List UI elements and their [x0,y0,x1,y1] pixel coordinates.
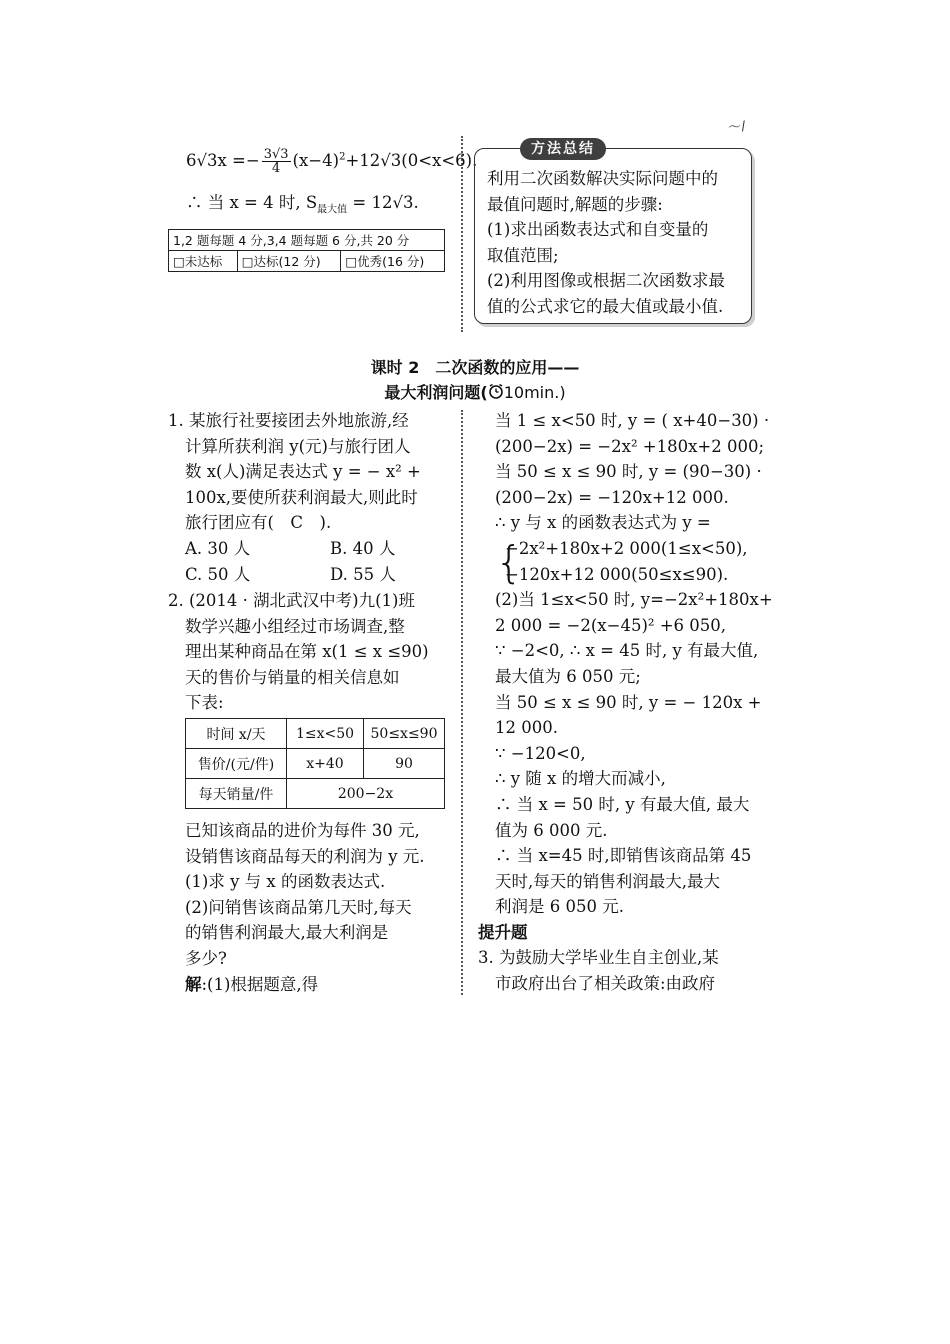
q2-line: 2. (2014 · 湖北武汉中考)九(1)班 [168,591,415,610]
table-cell: x+40 [287,749,364,779]
corner-decoration: ～∕ [727,118,747,137]
method-line: (1)求出函数表达式和自变量的 [487,220,709,240]
solution-line: ∵ −120<0, [495,743,586,763]
solution-label: 解 [185,974,202,994]
table-header-time: 时间 x/天 [186,719,287,749]
q3-line: 市政府出台了相关政策:由政府 [495,974,716,994]
q1-line: 100x,要使所获利润最大,则此时 [185,487,418,507]
solution-start: :(1)根据题意,得 [201,974,319,994]
q1-option-a[interactable]: A. 30 人 [185,538,251,558]
piecewise-brace: { [495,537,523,588]
solution-right-column [478,408,773,997]
method-line: 利用二次函数解决实际问题中的 [487,169,718,188]
q1-option-c[interactable]: C. 50 人 [185,564,251,584]
section-heading: 提升题 [478,922,528,942]
solution-line: 12 000. [495,718,558,738]
fraction-denominator: 4 [271,161,281,176]
q2-line: 理出某种商品在第 x(1 ≤ x ≤90) [185,642,429,662]
table-header-range-2: 50≤x≤90 [364,719,445,749]
solution-line: 2 000 = −2(x−45)² +6 050, [495,615,727,635]
q2-line: (1)求 y 与 x 的函数表达式. [185,872,386,892]
score-option-excellent[interactable]: □优秀(16 分) [341,251,445,272]
equation-rhs: (x−4) [292,151,340,170]
method-line: 值的公式求它的最大值或最小值. [487,296,724,316]
table-row-price-label: 售价/(元/件) [186,749,287,779]
score-option-pass[interactable]: □达标(12 分) [237,251,341,272]
question-2 [168,588,429,716]
method-line: 最值问题时,解题的步骤: [487,194,663,214]
solution-line: 最大值为 6 050 元; [495,666,641,686]
max-value-result: = 12√3. [347,193,419,212]
equation-lhs: 6√3x = [186,151,246,170]
equation-line: 6√3x =− $\frac{3√3}{4}$ $(x-4)^2+12√3(0<x<6)$. [186,147,478,176]
max-value-text: ∴ 当 x = 4 时, S [186,193,318,212]
solution-line: 天时,每天的销售利润最大,最大 [495,871,720,891]
solution-line: ∵ −2<0, ∴ x = 45 时, y 有最大值, [495,641,759,661]
q2-line: 的销售利润最大,最大利润是 [185,923,389,943]
lesson-title: 课时 2 二次函数的应用—— [370,358,580,377]
q2-line: 天的售价与销量的相关信息如 [185,667,400,687]
table-row-sales-label: 每天销量/件 [186,779,287,809]
q2-line: 数学兴趣小组经过市场调查,整 [185,616,405,636]
lesson-subtitle [0,382,950,405]
solution-line: 当 50 ≤ x ≤ 90 时, y = (90−30) · [495,462,762,482]
max-value-subscript: 最大值 [317,204,348,216]
method-summary-tag: 方法总结 [520,138,606,160]
clock-icon [488,383,504,405]
equation-rhs-tail: +12√3(0<x<6). [345,151,478,170]
solution-line: (200−2x) = −2x² +180x+2 000; [495,436,765,456]
q1-option-d[interactable]: D. 55 人 [330,564,396,584]
q1-answer-line: 旅行团应有( C ). [185,513,332,533]
method-summary-text [487,166,725,320]
solution-line: ∴ 当 x = 50 时, y 有最大值, 最大 [495,794,750,814]
fraction-numerator: 3√3 [263,147,289,162]
q1-line: 数 x(人)满足表达式 y = − x² + [185,462,421,482]
table-header-range-1: 1≤x<50 [287,719,364,749]
solution-line: 当 50 ≤ x ≤ 90 时, y = − 120x + [495,692,762,712]
solution-line: 当 1 ≤ x<50 时, y = ( x+40−30) · [495,411,770,430]
lesson-duration: 10min.) [503,383,566,402]
equation-fraction [262,148,291,175]
score-rule: 1,2 题每题 4 分,3,4 题每题 6 分,共 20 分 [169,230,445,251]
method-line: 取值范围; [487,245,559,265]
q1-line: 计算所获利润 y(元)与旅行团人 [185,436,411,456]
column-divider-main [461,410,463,995]
q2-line: 下表: [185,693,224,713]
score-option-fail[interactable]: □未达标 [169,251,238,272]
q1-line: 1. 某旅行社要接团去外地旅游,经 [168,411,409,430]
piecewise-line-2: −120x+12 000(50≤x≤90). [505,564,729,584]
piecewise-line-1: −2x²+180x+2 000(1≤x<50), [505,538,748,558]
solution-line: (200−2x) = −120x+12 000. [495,487,729,507]
table-cell: 200−2x [287,779,445,809]
method-line: (2)利用图像或根据二次函数求最 [487,271,725,291]
solution-line: (2)当 1≤x<50 时, y=−2x²+180x+ [495,590,773,610]
question-2-continued [185,818,425,997]
solution-line: 利润是 6 050 元. [495,897,624,917]
price-sales-table [185,718,445,809]
solution-line: ∴ y 与 x 的函数表达式为 y = [495,513,711,533]
score-table [168,229,445,272]
solution-line: ∴ 当 x=45 时,即销售该商品第 45 [495,846,752,866]
q3-line: 3. 为鼓励大学毕业生自主创业,某 [478,948,719,968]
q2-line: (2)问销售该商品第几天时,每天 [185,897,412,917]
question-1 [168,408,421,587]
q2-line: 多少? [185,948,227,968]
max-value-line [186,190,419,216]
solution-line: 值为 6 000 元. [495,820,608,840]
q1-option-b[interactable]: B. 40 人 [330,538,396,558]
table-cell: 90 [364,749,445,779]
q2-line: 已知该商品的进价为每件 30 元, [185,821,420,840]
solution-line: ∴ y 随 x 的增大而减小, [495,769,666,789]
lesson-subtitle-text: 最大利润问题( [384,383,488,402]
q2-line: 设销售该商品每天的利润为 y 元. [185,846,425,866]
